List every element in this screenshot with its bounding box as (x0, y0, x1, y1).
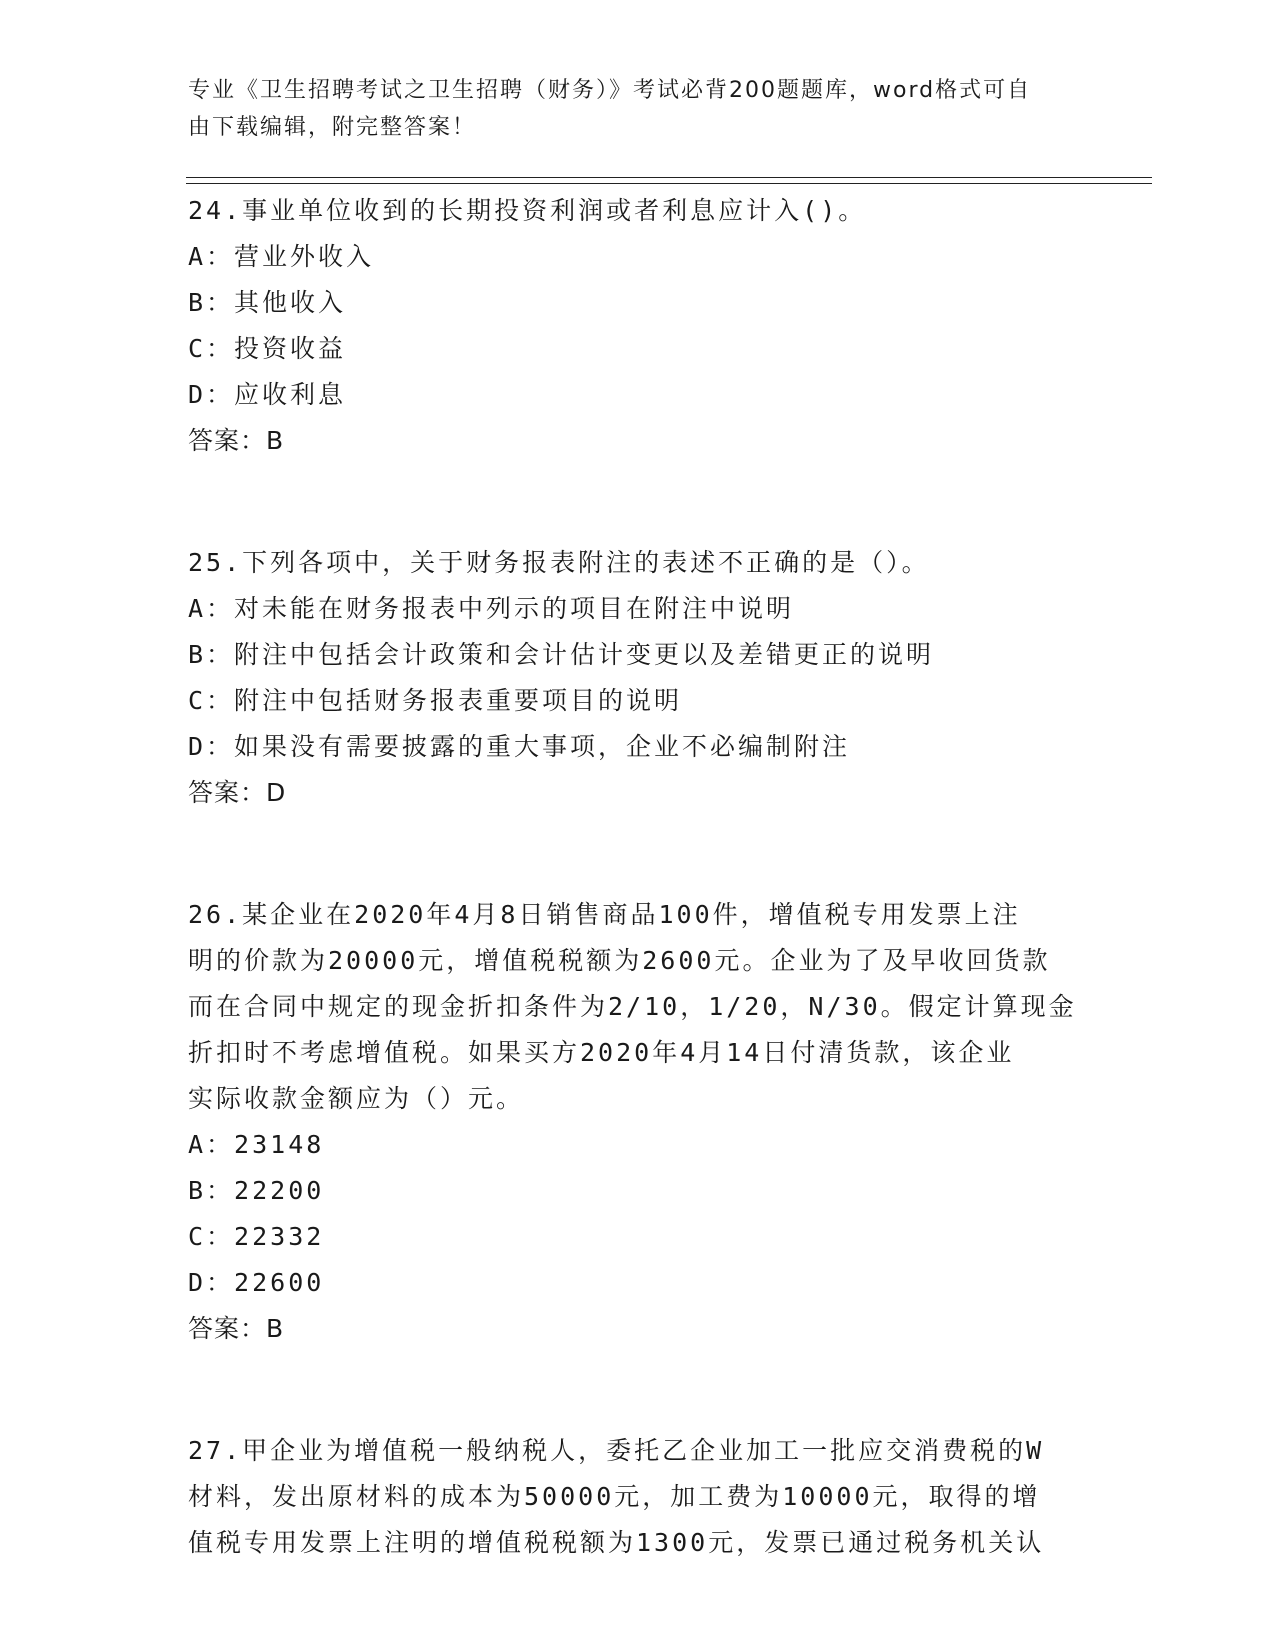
answer: 答案：D (188, 778, 287, 807)
question-24 (188, 188, 1088, 464)
question-text-line: 而在合同中规定的现金折扣条件为2/10，1/20，N/30。假定计算现金 (188, 992, 1077, 1021)
question-text-line: 实际收款金额应为（）元。 (188, 1084, 525, 1113)
question-text-line: 值税专用发票上注明的增值税税额为1300元，发票已通过税务机关认 (188, 1528, 1045, 1557)
question-text-line: 27.甲企业为增值税一般纳税人，委托乙企业加工一批应交消费税的W (188, 1436, 1045, 1465)
option-a: A：营业外收入 (188, 242, 375, 271)
answer: 答案：B (188, 426, 285, 455)
option-c: C：附注中包括财务报表重要项目的说明 (188, 686, 683, 715)
question-list (188, 188, 1088, 1566)
header-title-line-1: 专业《卫生招聘考试之卫生招聘（财务）》考试必背200题题库，word格式可自 (188, 78, 1032, 103)
question-26 (188, 892, 1088, 1352)
header-divider-top (186, 177, 1152, 178)
question-text-line: 材料，发出原材料的成本为50000元，加工费为10000元，取得的增 (188, 1482, 1041, 1511)
question-text-line: 折扣时不考虑增值税。如果买方2020年4月14日付清货款，该企业 (188, 1038, 1015, 1067)
option-b: B：22200 (188, 1176, 325, 1205)
option-c: C：投资收益 (188, 334, 347, 363)
header-divider-bottom (186, 183, 1152, 184)
question-25 (188, 540, 1088, 816)
option-b: B：附注中包括会计政策和会计估计变更以及差错更正的说明 (188, 640, 935, 669)
option-c: C：22332 (188, 1222, 325, 1251)
question-text: 25.下列各项中，关于财务报表附注的表述不正确的是（）。 (188, 548, 930, 577)
question-text-line: 26.某企业在2020年4月8日销售商品100件，增值税专用发票上注 (188, 900, 1021, 929)
option-a: A：对未能在财务报表中列示的项目在附注中说明 (188, 594, 795, 623)
document-header (188, 72, 1068, 146)
option-b: B：其他收入 (188, 288, 347, 317)
option-d: D：如果没有需要披露的重大事项，企业不必编制附注 (188, 732, 851, 761)
option-d: D：应收利息 (188, 380, 347, 409)
option-a: A：23148 (188, 1130, 325, 1159)
header-title-line-2: 由下载编辑，附完整答案！ (188, 115, 477, 140)
question-27 (188, 1428, 1088, 1566)
option-d: D：22600 (188, 1268, 325, 1297)
question-text: 24.事业单位收到的长期投资利润或者利息应计入()。 (188, 196, 867, 225)
answer: 答案：B (188, 1314, 285, 1343)
question-text-line: 明的价款为20000元，增值税税额为2600元。企业为了及早收回货款 (188, 946, 1051, 975)
